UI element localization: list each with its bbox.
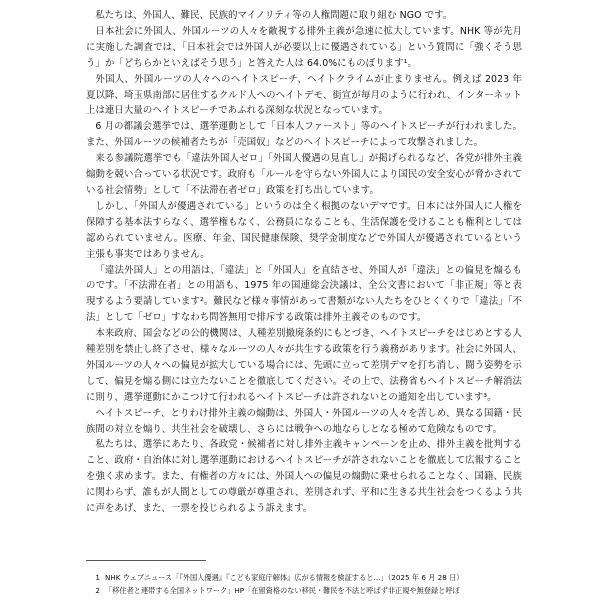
paragraph-danger: ヘイトスピーチ、とりわけ排外主義の煽動は、外国人・外国ルーツの人々を苦しめ、異なる国籍・民族間の対立を煽り、共生社会を破壊し、さらには戦争への地ならしとなる極めて危険なものです。 [86,407,522,435]
footnote-1 [86,571,526,584]
footnote-number: 1 [95,573,100,582]
statement-body [86,8,522,517]
paragraph-upper-house-election: 来る参議院選挙でも「違法外国人ゼロ」「外国人優遇の見直し」が掲げられるなど、各党が排外主義煽動を競い合っている状況です。政府も「ルールを守らない外国人により国民の安全安心が脅かされている社会情勢」として「不法滞在者ゼロ」政策を打ち出しています。 [86,153,522,196]
paragraph-illegal-foreigner-term: 「違法外国人」との用語は、「違法」と「外国人」を直結させ、外国人が「違法」との偏見を煽るものです。「不法滞在者」との用語も、1975 年の国連総会決議は、全公文書において「非正規」等と表現するよう要請しています²。難民など様々事情があって書類がない人たちをひとくくりで「違法」「不法」として「ゼロ」すなわち問答無用で排斥する政策は排外主義そのものです。 [86,264,522,324]
paragraph-survey: 日本社会に外国人、外国ルーツの人々を敵視する排外主義が急速に拡大しています。NHK 等が先月に実施した調査では、「日本社会では外国人が必要以上に優遇されている」という質問に「強くそう思う」か「どちらかといえばそう思う」と答えた人は 64.0%にものぼります¹。 [86,25,522,69]
paragraph-public-duty: 本来政府、国会などの公的機関は、人種差別撤廃条約にもとづき、ヘイトスピーチをはじめとする人種差別を禁止し終了させ、様々なルーツの人々が共生する政策を行う義務があります。社会に外国人、外国ルーツの人々への偏見が拡大している場合には、先頭に立って差別デマを打ち消し、闘う姿勢を示して、偏見を煽る側には立たないことを徹底してください。その上で、法務省もヘイトスピーチ解消法に則り、選挙運動にかこつけて行われるヘイトスピーチは許されないとの通知を出しています³。 [86,328,522,403]
footnote-text: NHK ウェブニュース「『外国人優遇』『こども家庭庁解体』広がる情報を検証すると…」（2025 年 6 月 28 日） [105,573,464,582]
paragraph-hate-speech: 外国人、外国ルーツの人々へのヘイトスピーチ、ヘイトクライムが止まりません。例えば 2023 年夏以降、埼玉県南部に居住するクルド人へのヘイトデモ、街宣が毎月のように行われ、インターネット上は連日大量のヘイトスピーチであふれる深刻な状況となっています。 [86,73,522,117]
paragraph-intro: 私たちは、外国人、難民、民族的マイノリティ等の人権問題に取り組む NGO です。 [95,10,453,21]
footnote-number: 2 [95,586,100,595]
paragraph-demands: 私たちは、選挙にあたり、各政党・候補者に対し排外主義キャンペーンを止め、排外主義を批判すること、政府・自治体に対し選挙運動におけるヘイトスピーチが許されないことを徹底して広報することを強く求めます。また、有権者の方々には、外国人への偏見の煽動に乗せられることなく、国籍、民族に関わらず、誰もが人間としての尊厳が尊重され、差別されず、平和に生きる共生社会をつくるよう共に声をあげ、また、一票を投じられるよう訴えます。 [86,439,522,515]
paragraph-tokyo-election: 6 月の都議会選挙では、選挙運動として「日本人ファースト」等のヘイトスピーチが行われました。また、外国ルーツの候補者たちが「売国奴」などのヘイトスピーチによって攻撃されました。 [86,121,522,149]
paragraph-preferential-treatment-myth: しかし、「外国人が優遇されている」というのは全く根拠のないデマです。日本には外国人に人権を保障する基本法すらなく、選挙権もなく、公務員になることも、生活保護を受けることも権利としては認められていません。医療、年金、国民健康保険、奨学金制度などで外国人が優遇されているという主張も事実ではありません。 [86,200,522,260]
footnote-divider [86,560,206,561]
footnote-2 [86,584,526,597]
footnotes [86,571,526,597]
footnote-text: 「移住者と連帯する全国ネットワーク」HP「在留資格のない移民・難民を不法と呼ばず非正規や無登録と呼ぼ [105,586,460,595]
